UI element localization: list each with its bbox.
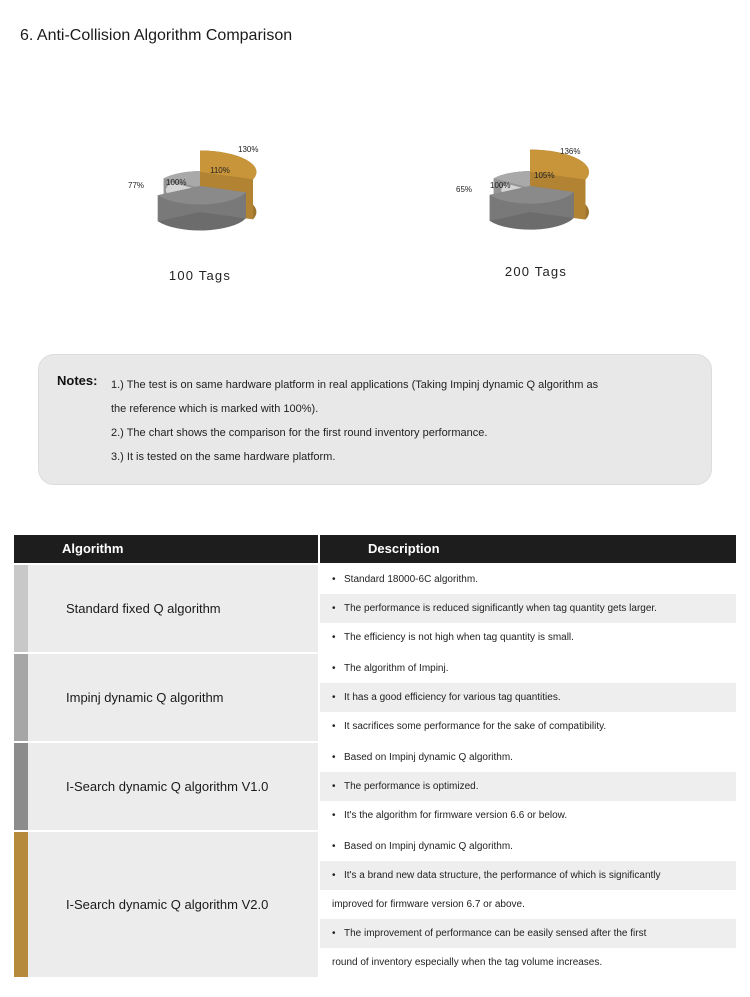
algorithm-name: Impinj dynamic Q algorithm bbox=[28, 654, 320, 741]
pie-slice-label: 105% bbox=[534, 171, 555, 180]
notes-box bbox=[38, 354, 712, 485]
table-header bbox=[14, 535, 736, 563]
notes-label: Notes: bbox=[57, 373, 98, 388]
algorithm-name: Standard fixed Q algorithm bbox=[28, 565, 320, 652]
table-row bbox=[14, 741, 736, 830]
description-line bbox=[320, 594, 736, 623]
header-description: Description bbox=[368, 541, 440, 556]
description-cell bbox=[320, 743, 736, 830]
chart-100-tags bbox=[100, 130, 300, 240]
pie-slice-label: 130% bbox=[238, 145, 259, 154]
bullet-icon: • bbox=[332, 603, 336, 614]
chart-200-tags bbox=[430, 130, 630, 240]
description-line bbox=[320, 654, 736, 683]
description-text: The algorithm of Impinj. bbox=[344, 663, 449, 674]
pie-slice-label: 100% bbox=[490, 181, 511, 190]
description-text: The performance is reduced significantly when tag quantity gets larger. bbox=[344, 603, 657, 614]
description-line bbox=[320, 890, 736, 919]
bullet-icon: • bbox=[332, 632, 336, 643]
header-algorithm: Algorithm bbox=[28, 535, 320, 563]
header-stub bbox=[14, 535, 28, 563]
table-row bbox=[14, 563, 736, 652]
description-line bbox=[320, 861, 736, 890]
description-text: The efficiency is not high when tag quantity is small. bbox=[344, 632, 574, 643]
charts-area bbox=[0, 130, 750, 300]
description-line bbox=[320, 623, 736, 652]
row-color-stub bbox=[14, 654, 28, 741]
chart-caption-100-tags: 100 Tags bbox=[168, 268, 232, 283]
description-line bbox=[320, 919, 736, 948]
description-text: It's a brand new data structure, the performance of which is significantly bbox=[344, 870, 661, 881]
bullet-icon: • bbox=[332, 781, 336, 792]
notes-line: 2.) The chart shows the comparison for the first round inventory performance. bbox=[111, 427, 488, 439]
bullet-icon: • bbox=[332, 841, 336, 852]
bullet-icon: • bbox=[332, 928, 336, 939]
bullet-icon: • bbox=[332, 692, 336, 703]
description-cell bbox=[320, 832, 736, 977]
algorithm-name: I-Search dynamic Q algorithm V2.0 bbox=[28, 832, 320, 977]
row-color-stub bbox=[14, 565, 28, 652]
description-cell bbox=[320, 654, 736, 741]
description-text: improved for firmware version 6.7 or above. bbox=[332, 899, 525, 910]
description-line bbox=[320, 565, 736, 594]
description-line bbox=[320, 712, 736, 741]
row-color-stub bbox=[14, 743, 28, 830]
bullet-icon: • bbox=[332, 574, 336, 585]
description-text: It sacrifices some performance for the sake of compatibility. bbox=[344, 721, 607, 732]
description-line bbox=[320, 683, 736, 712]
description-text: The performance is optimized. bbox=[344, 781, 479, 792]
description-text: Standard 18000-6C algorithm. bbox=[344, 574, 478, 585]
description-line bbox=[320, 801, 736, 830]
description-text: It has a good efficiency for various tag quantities. bbox=[344, 692, 561, 703]
description-text: Based on Impinj dynamic Q algorithm. bbox=[344, 841, 513, 852]
bullet-icon: • bbox=[332, 870, 336, 881]
description-line bbox=[320, 772, 736, 801]
bullet-icon: • bbox=[332, 810, 336, 821]
pie-slice-label: 65% bbox=[456, 185, 473, 194]
notes-lines bbox=[111, 373, 701, 469]
table-row bbox=[14, 652, 736, 741]
description-line bbox=[320, 948, 736, 977]
description-text: round of inventory especially when the tag volume increases. bbox=[332, 957, 603, 968]
table-body bbox=[14, 563, 736, 977]
notes-line: 1.) The test is on same hardware platform in real applications (Taking Impinj dynamic Q algorithm as bbox=[111, 379, 599, 391]
table-row bbox=[14, 830, 736, 977]
bullet-icon: • bbox=[332, 752, 336, 763]
page-title: 6. Anti-Collision Algorithm Comparison bbox=[20, 27, 293, 44]
bullet-icon: • bbox=[332, 721, 336, 732]
row-color-stub bbox=[14, 832, 28, 977]
description-text: It's the algorithm for firmware version 6.6 or below. bbox=[344, 810, 568, 821]
description-line bbox=[320, 743, 736, 772]
pie-slice-label: 100% bbox=[166, 178, 187, 187]
description-cell bbox=[320, 565, 736, 652]
algorithm-name: I-Search dynamic Q algorithm V1.0 bbox=[28, 743, 320, 830]
pie-slice-label: 77% bbox=[128, 181, 145, 190]
notes-line: 3.) It is tested on the same hardware platform. bbox=[111, 451, 336, 463]
bullet-icon: • bbox=[332, 663, 336, 674]
description-text: The improvement of performance can be easily sensed after the first bbox=[344, 928, 647, 939]
pie-slice-label: 136% bbox=[560, 147, 581, 156]
algorithm-table bbox=[14, 535, 736, 977]
chart-caption-200-tags: 200 Tags bbox=[504, 264, 568, 279]
description-line bbox=[320, 832, 736, 861]
notes-line: the reference which is marked with 100%). bbox=[111, 403, 319, 415]
description-text: Based on Impinj dynamic Q algorithm. bbox=[344, 752, 513, 763]
pie-slice-label: 110% bbox=[210, 166, 230, 175]
